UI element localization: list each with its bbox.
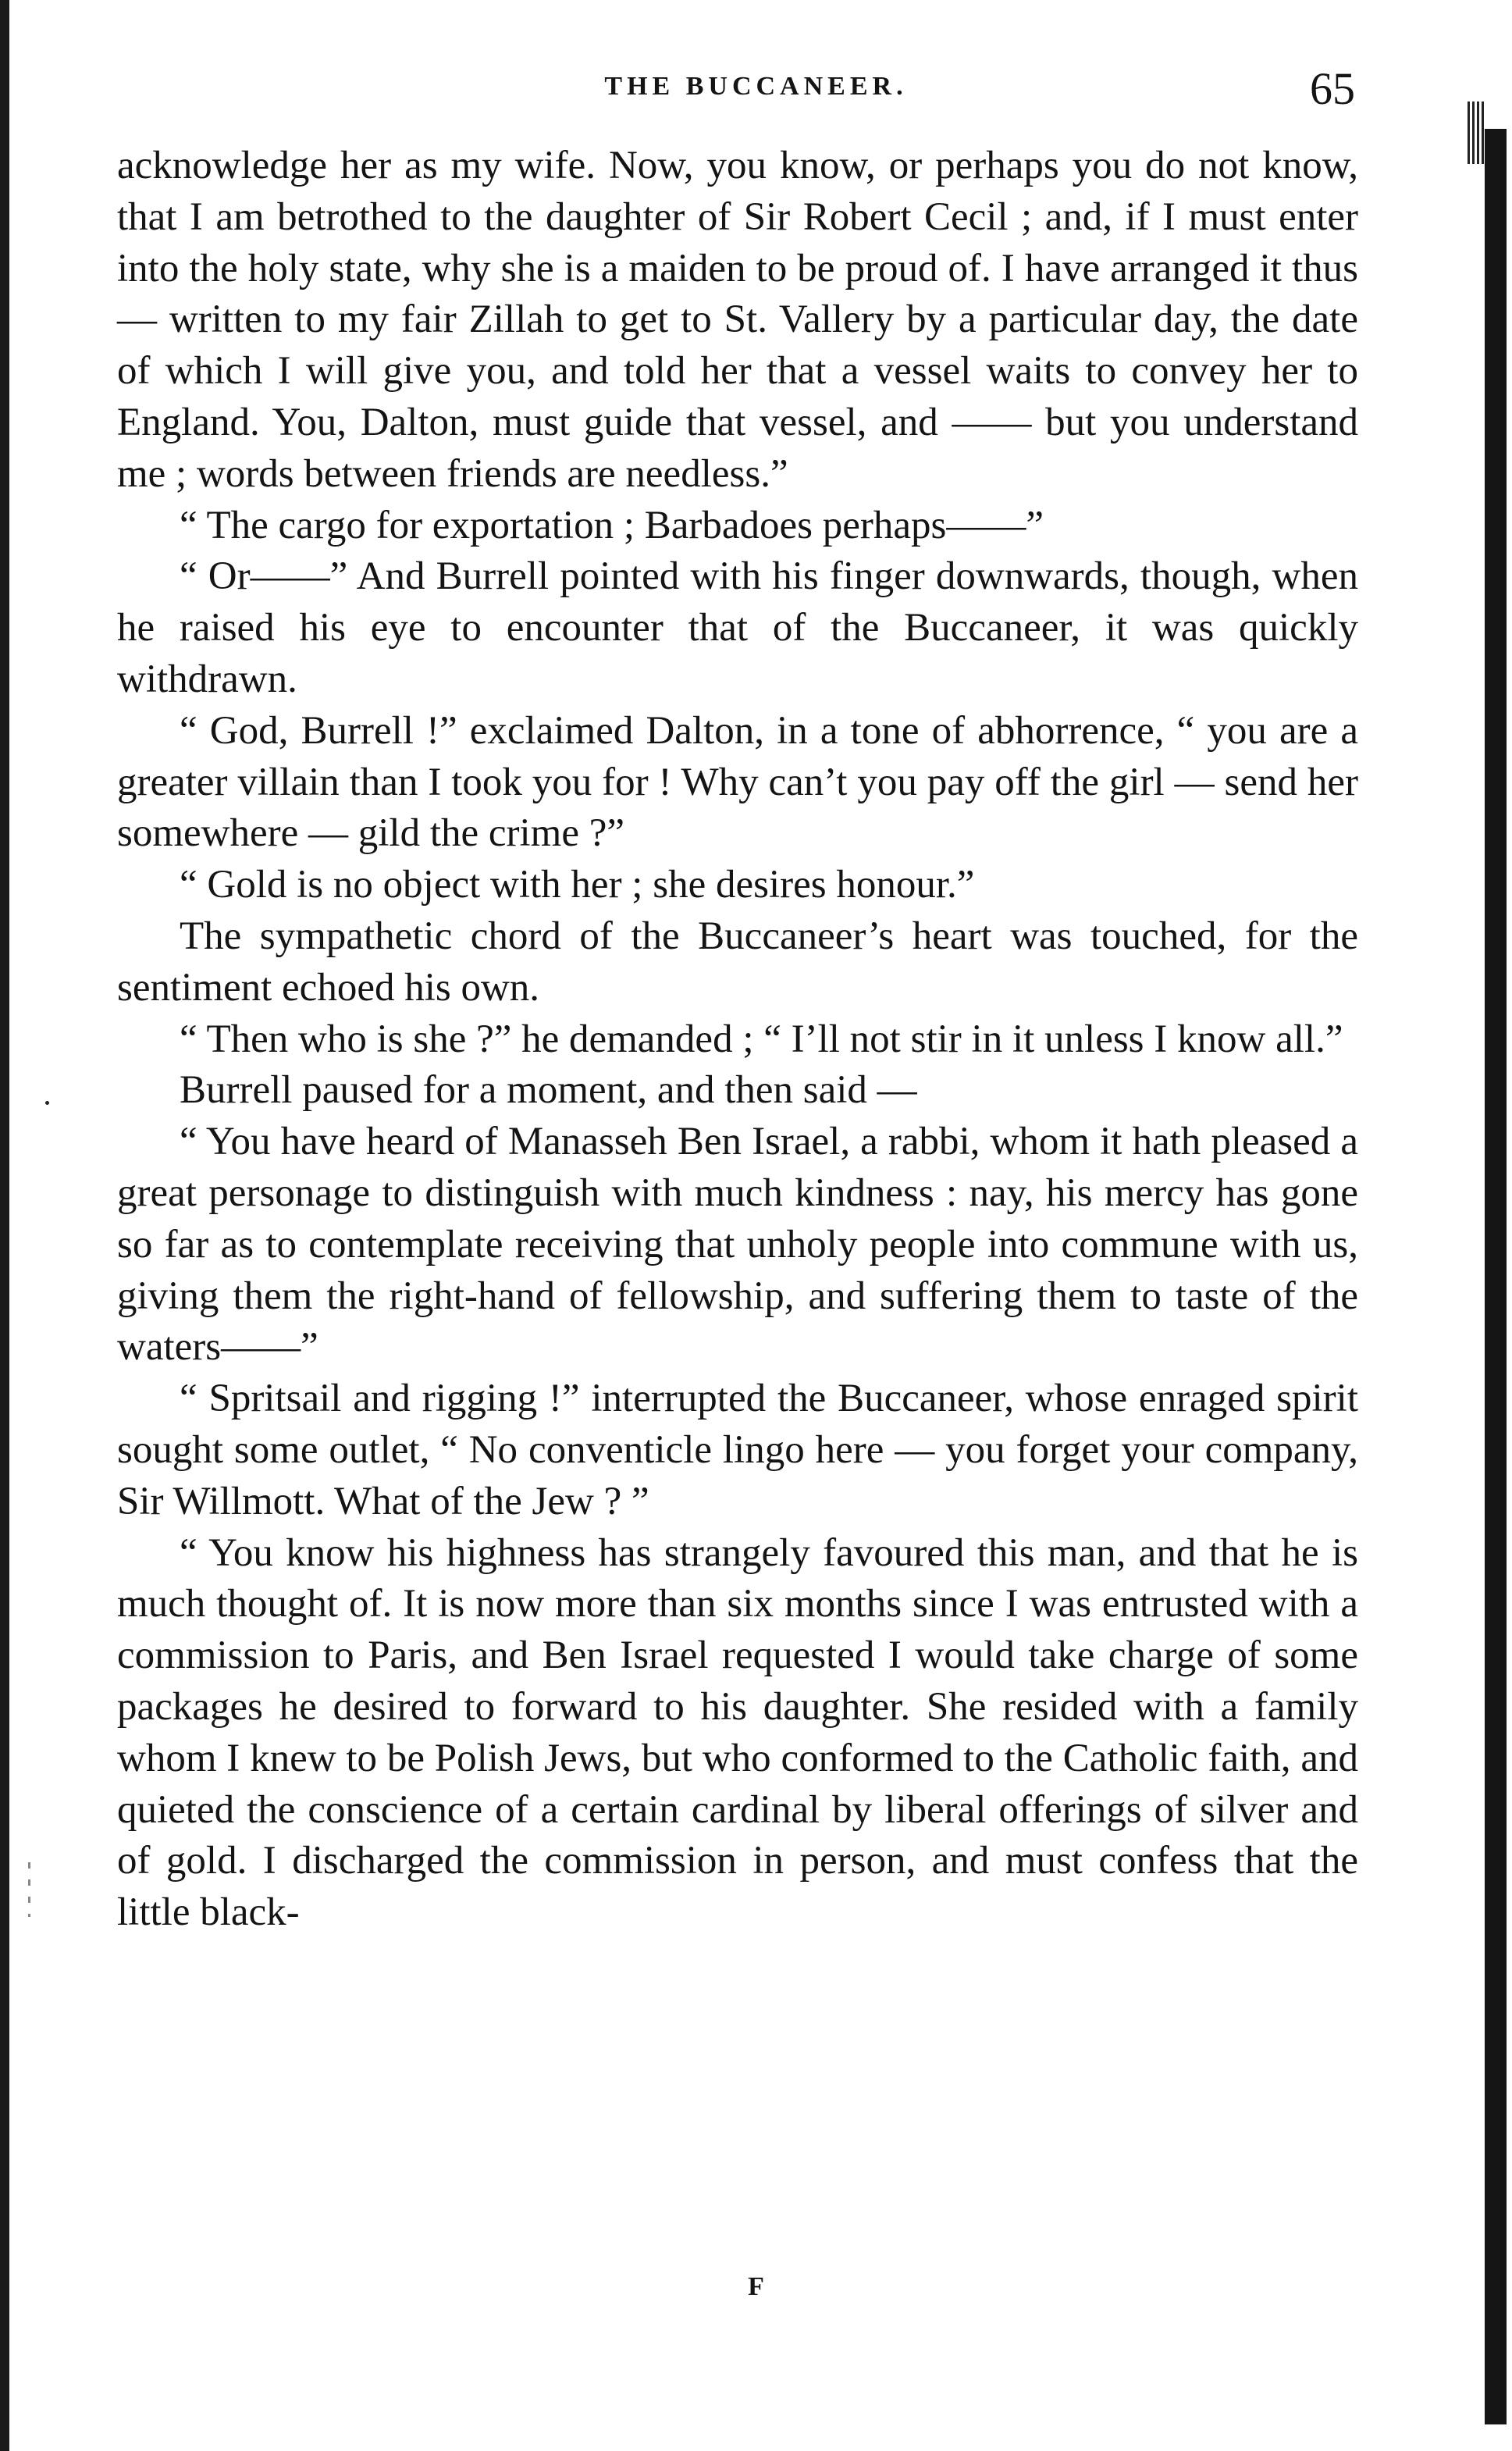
paragraph-7: “ Then who is she ?” he demanded ; “ I’ll not stir in it unless I know all.” [180,1017,1343,1061]
margin-dot [45,1101,49,1105]
paragraph-4: “ God, Burrell !” exclaimed Dalton, in a tone of abhorrence, “ you are a greater villain than I took you for ! Why can’t you pay off the girl — send her somewhere — gild the crime ?” [117,708,1358,856]
running-title: THE BUCCANEER. [604,72,908,101]
paragraph-9: “ You have heard of Manasseh Ben Israel, a rabbi, whom it hath pleased a great personage to distinguish with much kindness : nay, his mercy has gone so far as to contemplate receiving that unholy people into commune with us, giving them the right-hand of fellowship, and suffering them to taste of the waters——” [117,1120,1358,1370]
paragraph-10: “ Spritsail and rigging !” interrupted the Buccaneer, whose enraged spirit sought some outlet, “ No conventicle lingo here — you forget your company, Sir Willmott. What of the Jew ? ” [117,1377,1358,1523]
page-edge-left [0,0,9,2451]
paragraph-2: “ The cargo for exportation ; Barbadoes perhaps——” [180,503,1044,547]
paragraph-8: Burrell paused for a moment, and then said — [180,1068,917,1113]
paragraph-5: “ Gold is no object with her ; she desires honour.” [180,863,975,907]
paragraph-3: “ Or——” And Burrell pointed with his finger downwards, though, when he raised his eye to encounter that of the Buccaneer, it was quickly withdrawn. [117,554,1358,701]
page-edge-right [1485,129,1507,2424]
body-text [117,141,1358,1939]
margin-marks [28,1862,30,1917]
paragraph-6: The sympathetic chord of the Buccaneer’s heart was touched, for the sentiment echoed his own. [117,914,1358,1010]
paragraph-11: “ You know his highness has strangely favoured this man, and that he is much thought of. It is now more than six months since I was entrusted with a commission to Paris, and Ben Israel requested I would take charge of some packages he desired to forward to his daughter. She resided with a family whom I knew to be Polish Jews, but who conformed to the Catholic faith, and quieted the conscience of a certain cardinal by liberal offerings of silver and of gold. I discharged the commission in person, and must confess that the little black- [117,1530,1358,1935]
paragraph-1: acknowledge her as my wife. Now, you know, or perhaps you do not know, that I am betrothed to the daughter of Sir Robert Cecil ; and, if I must enter into the holy state, why she is a maiden to be proud of. I have arranged it thus — written to my fair Zillah to get to St. Vallery by a particular day, the date of which I will give you, and told her that a vessel waits to convey her to England. You, Dalton, must guide that vessel, and —— but you understand me ; words between friends are needless.” [117,144,1358,496]
binding-marks [1468,102,1485,164]
signature-mark: F [748,2272,764,2301]
page-number: 65 [1310,63,1355,114]
